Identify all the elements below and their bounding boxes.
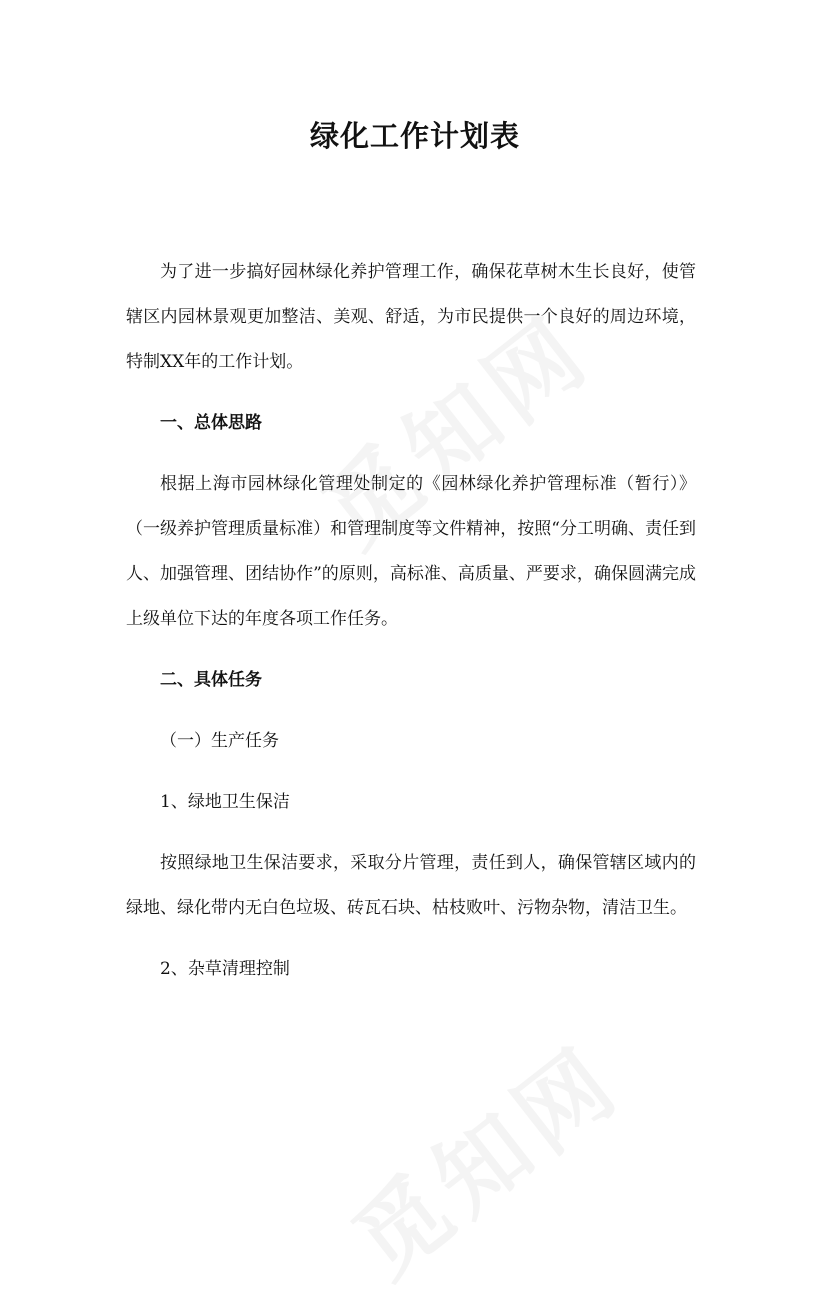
watermark bbox=[322, 1010, 644, 1302]
item-title: 2、杂草清理控制 bbox=[160, 959, 290, 979]
section-heading: 二、具体任务 bbox=[160, 670, 262, 690]
item-title: 1、绿地卫生保洁 bbox=[160, 792, 290, 812]
document-body bbox=[126, 250, 696, 1008]
item-paragraph: 按照绿地卫生保洁要求，采取分片管理，责任到人，确保管辖区域内的绿地、绿化带内无白色垃圾、砖瓦石块、枯枝败叶、污物杂物，清洁卫生。 bbox=[126, 853, 696, 918]
section-heading: 一、总体思路 bbox=[160, 413, 262, 433]
intro-paragraph: 为了进一步搞好园林绿化养护管理工作，确保花草树木生长良好，使管辖区内园林景观更加整洁、美观、舒适，为市民提供一个良好的周边环境，特制XX年的工作计划。 bbox=[126, 262, 696, 372]
subsection-heading: （一）生产任务 bbox=[160, 731, 279, 751]
section-paragraph: 根据上海市园林绿化管理处制定的《园林绿化养护管理标准（暂行）》（一级养护管理质量标准）和管理制度等文件精神，按照“分工明确、责任到人、加强管理、团结协作”的原则，高标准、高质量、严要求，确保圆满完成上级单位下达的年度各项工作任务。 bbox=[126, 474, 696, 629]
document-title: 绿化工作计划表 bbox=[309, 119, 520, 153]
